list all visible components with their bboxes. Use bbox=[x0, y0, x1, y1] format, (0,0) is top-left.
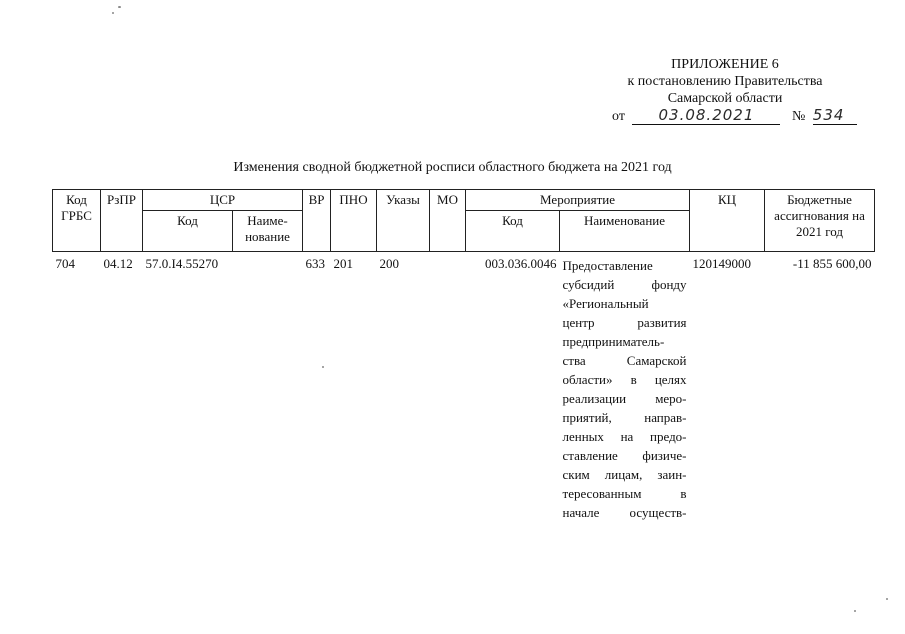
cell-csr-code: 57.0.I4.55270 bbox=[145, 256, 219, 271]
header-row-1 bbox=[53, 190, 875, 211]
number-prefix: № bbox=[791, 109, 806, 124]
scan-speck bbox=[118, 6, 121, 8]
event-name-line: «Региональный bbox=[562, 296, 649, 311]
header-kc: КЦ bbox=[690, 190, 765, 252]
event-name-line: ским лицам, заин- bbox=[562, 467, 687, 482]
table-row bbox=[53, 252, 875, 523]
cell-budget: -11 855 600,00 bbox=[792, 256, 872, 271]
header-budget: Бюджетные ассигнования на 2021 год bbox=[765, 190, 875, 252]
date-prefix: от bbox=[612, 109, 625, 124]
budget-table bbox=[52, 189, 875, 522]
scan-speck bbox=[886, 598, 888, 600]
appendix-title: ПРИЛОЖЕНИЕ 6 bbox=[671, 57, 779, 72]
appendix-block bbox=[560, 56, 890, 107]
scan-speck bbox=[854, 610, 856, 612]
event-name-line: ства Самарской bbox=[562, 353, 687, 368]
cell-event-code: 003.036.0046 bbox=[485, 256, 557, 271]
event-name-line: субсидий фонду bbox=[562, 277, 687, 292]
header-rzpr: РзПР bbox=[101, 190, 143, 252]
event-name-line: тересованным в bbox=[562, 486, 687, 501]
event-name-line: реализации меро- bbox=[562, 391, 687, 406]
cell-kc: 120149000 bbox=[692, 256, 752, 271]
event-name-line: предприниматель- bbox=[562, 334, 665, 349]
cell-ukazy: 200 bbox=[379, 256, 400, 271]
header-vr: ВР bbox=[303, 190, 331, 252]
appendix-line-decree: к постановлению Правительства bbox=[627, 74, 823, 89]
header-ukazy: Указы bbox=[377, 190, 430, 252]
scan-speck bbox=[112, 12, 114, 14]
event-name-line: ставление физиче- bbox=[562, 448, 687, 463]
event-name-line: ленных на предо- bbox=[562, 429, 687, 444]
header-pno: ПНО bbox=[331, 190, 377, 252]
event-name-line: центр развития bbox=[562, 315, 687, 330]
cell-rzpr: 04.12 bbox=[103, 256, 133, 271]
cell-event-name bbox=[560, 252, 690, 523]
cell-pno: 201 bbox=[333, 256, 354, 271]
appendix-line-region: Самарской области bbox=[667, 91, 783, 106]
handwritten-date: 03.08.2021 bbox=[632, 106, 780, 125]
header-event: Мероприятие bbox=[466, 190, 690, 211]
header-event-code: Код bbox=[466, 211, 560, 252]
header-csr-name: Наиме-нование bbox=[233, 211, 303, 252]
header-grbs: Код ГРБС bbox=[53, 190, 101, 252]
cell-csr-name bbox=[233, 252, 303, 523]
event-name-line: области» в целях bbox=[562, 372, 687, 387]
header-mo: МО bbox=[430, 190, 466, 252]
header-event-name: Наименование bbox=[560, 211, 690, 252]
handwritten-number: 534 bbox=[813, 106, 857, 125]
cell-grbs: 704 bbox=[55, 256, 75, 271]
cell-mo bbox=[430, 252, 466, 523]
decree-date-number bbox=[612, 106, 857, 126]
event-name-line: приятий, направ- bbox=[562, 410, 687, 425]
document-title: Изменения сводной бюджетной росписи областного бюджета на 2021 год bbox=[233, 160, 672, 175]
header-csr: ЦСР bbox=[143, 190, 303, 211]
header-csr-code: Код bbox=[143, 211, 233, 252]
scan-speck bbox=[322, 366, 324, 368]
event-name-line: Предоставление bbox=[562, 258, 653, 273]
cell-vr: 633 bbox=[305, 256, 326, 271]
event-name-line: начале осуществ- bbox=[562, 505, 687, 520]
